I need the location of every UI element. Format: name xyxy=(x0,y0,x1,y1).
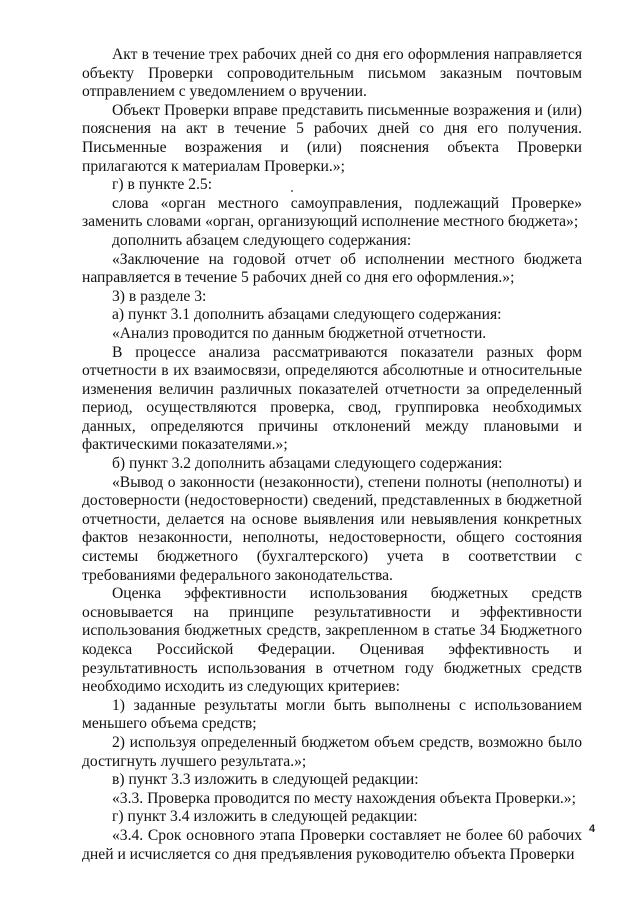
paragraph: «Анализ проводится по данным бюджетной отчетности. xyxy=(112,324,487,342)
paragraph: дополнить абзацем следующего содержания: xyxy=(112,231,412,249)
paragraph: 2) используя определенный бюджетом объем средств, возможно было достигнуть лучшего результата.»; xyxy=(82,733,582,770)
paragraph: г) в пункте 2.5: xyxy=(112,176,213,194)
paragraph: 3) в разделе 3: xyxy=(112,287,207,305)
paragraph: б) пункт 3.2 дополнить абзацами следующего содержания: xyxy=(112,455,503,473)
paragraph: «Заключение на годовой отчет об исполнении местного бюджета направляется в течение 5 рабочих дней со дня его оформления.»; xyxy=(82,250,582,287)
scan-speck xyxy=(291,190,293,192)
paragraph: в) пункт 3.3 изложить в следующей редакции: xyxy=(112,771,419,789)
page-number: 4 xyxy=(589,823,596,835)
paragraph: «Вывод о законности (незаконности), степени полноты (неполноты) и достоверности (недостоверности) сведений, представленных в бюджетной отчетности, делается на основе выявления или невыявления конкретных фактов незаконности, неполноты, недостоверности, общего состояния системы бюджетного (бухгалтерского) учета в соответствии с требованиями федерального законодательства. xyxy=(82,473,582,584)
paragraph: В процессе анализа рассматриваются показатели разных форм отчетности в их взаимосвязи, определяются абсолютные и относительные изменения величин различных показателей отчетности за определенный период, осуществляются проверка, свод, группировка необходимых данных, определяются причины отклонений между плановыми и фактическими показателями.»; xyxy=(82,343,582,454)
paragraph: 1) заданные результаты могли быть выполнены с использованием меньшего объема средств; xyxy=(82,696,582,733)
paragraph: слова «орган местного самоуправления, подлежащий Проверке» заменить словами «орган, организующий исполнение местного бюджета»; xyxy=(82,194,582,231)
paragraph: г) пункт 3.4 изложить в следующей редакции: xyxy=(112,808,418,826)
document-body xyxy=(82,46,582,864)
paragraph: Объект Проверки вправе представить письменные возражения и (или) пояснения на акт в течение 5 рабочих дней со дня его получения. Письменные возражения и (или) пояснения объекта Проверки прилагаются к материалам Проверки.»; xyxy=(82,101,582,175)
paragraph: Оценка эффективности использования бюджетных средств основывается на принципе результативности и эффективности использования бюджетных средств, закрепленном в статье 34 Бюджетного кодекса Российской Федерации. Оценивая эффективность и результативность использования в отчетном году бюджетных средств необходимо исходить из следующих критериев: xyxy=(82,585,582,696)
paragraph: Акт в течение трех рабочих дней со дня его оформления направляется объекту Проверки сопроводительным письмом заказным почтовым отправлением с уведомлением о вручении. xyxy=(82,46,582,101)
paragraph: «3.3. Проверка проводится по месту нахождения объекта Проверки.»; xyxy=(112,789,576,807)
paragraph: «3.4. Срок основного этапа Проверки составляет не более 60 рабочих дней и исчисляется со дня предъявления руководителю объекта Проверки xyxy=(82,826,582,863)
paragraph: а) пункт 3.1 дополнить абзацами следующего содержания: xyxy=(112,306,502,324)
